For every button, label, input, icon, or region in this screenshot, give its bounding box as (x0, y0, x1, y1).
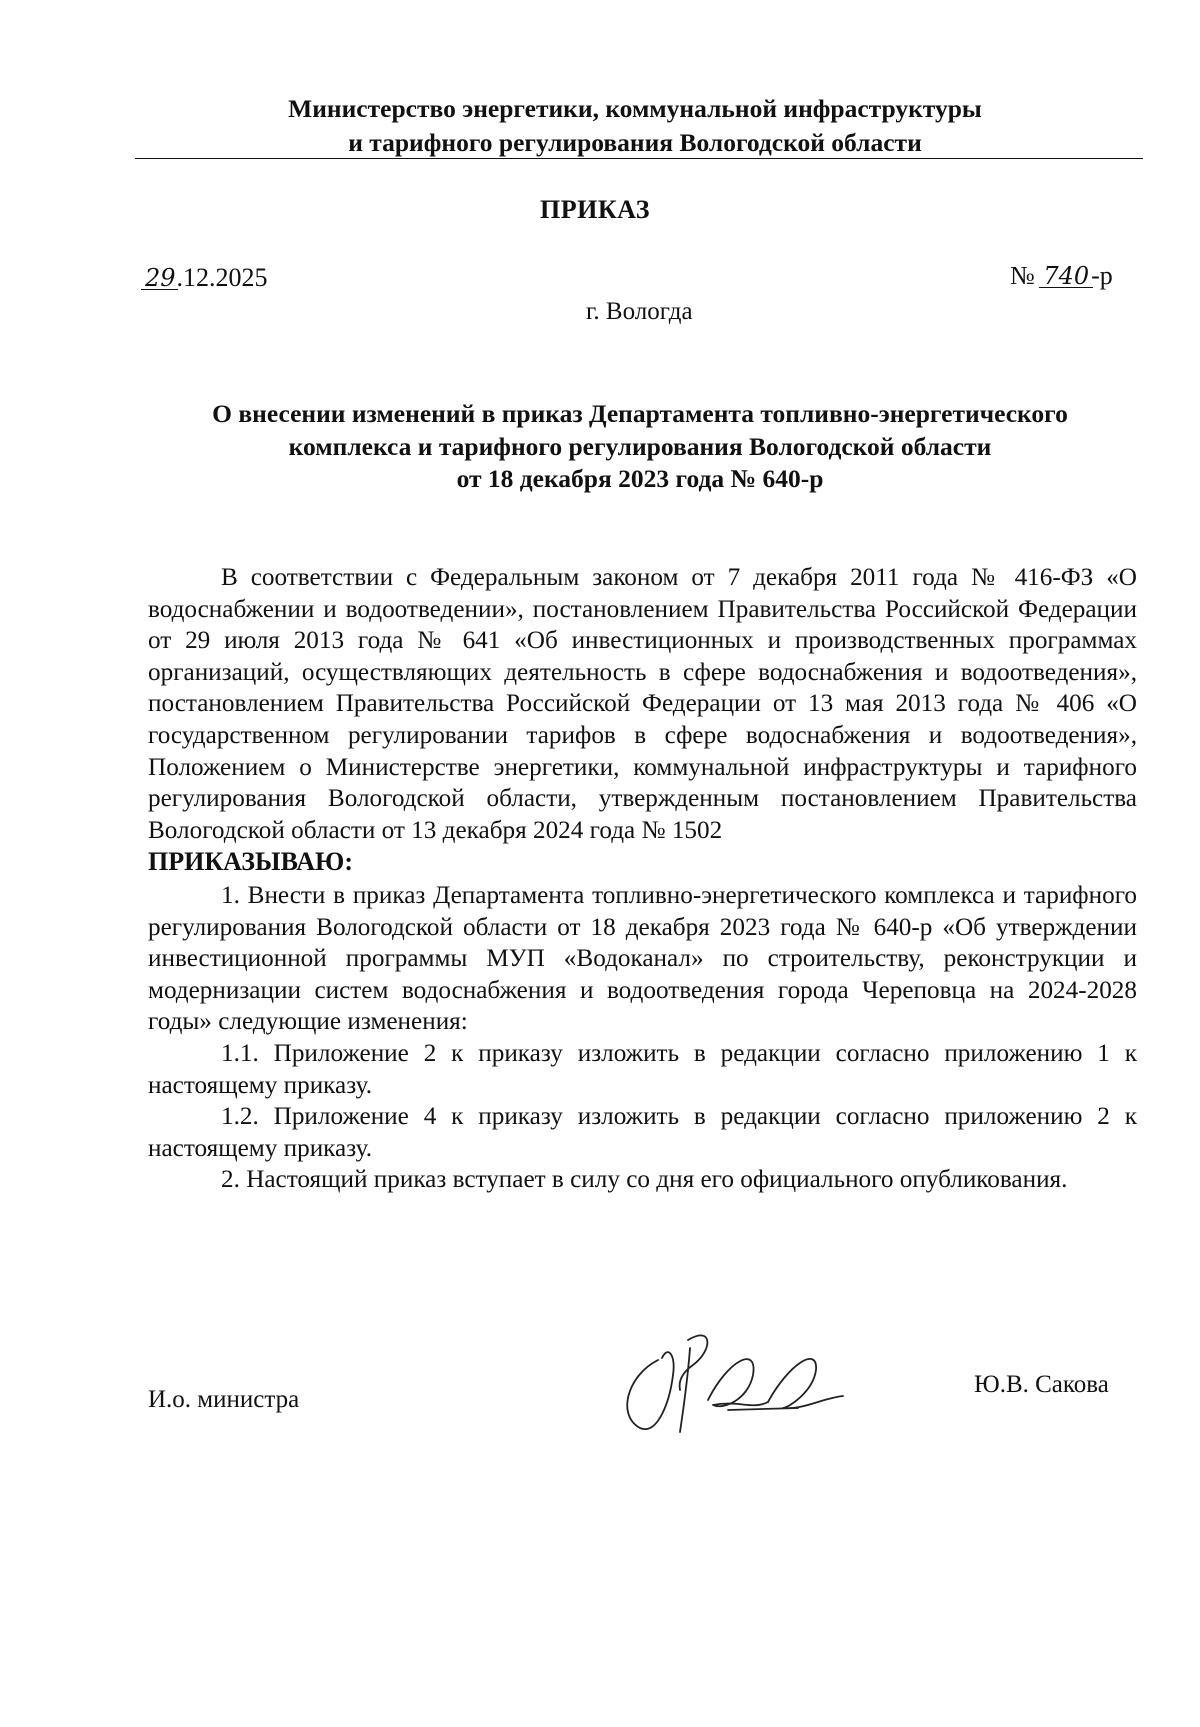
ministry-header-line2: и тарифного регулирования Вологодской области (348, 128, 922, 157)
document-date (145, 263, 268, 293)
handwritten-day: 29 (145, 264, 176, 292)
number-suffix: -р (1091, 261, 1113, 290)
ministry-header (130, 92, 1140, 160)
date-rest: .12.2025 (176, 263, 268, 292)
order-word: ПРИКАЗЫВАЮ: (148, 847, 353, 877)
signatory-name: Ю.В. Сакова (974, 1371, 1109, 1398)
ministry-header-line1: Министерство энергетики, коммунальной инфраструктуры (288, 94, 982, 123)
subject-line2: комплекса и тарифного регулирования Вологодской области (288, 431, 992, 461)
subject-line1: О внесении изменений в приказ Департамента топливно-энергетического (212, 399, 1068, 428)
preamble-paragraph: В соответствии с Федеральным законом от 7 декабря 2011 года № 416-ФЗ «О водоснабжении и водоотведении», постановлением Правительства Российской Федерации от 29 июля 2013 года № 641 «Об инвестиционных и производственных программах организаций, осуществляющих деятельность в сфере водоснабжения и водоотведения», постановлением Правительства Российской Федерации от 13 мая 2013 года № 406 «О государственном регулировании тарифов в сфере водоснабжения и водоотведения», Положением о Министерстве энергетики, коммунальной инфраструктуры и тарифного регулирования Вологодской области, утвержденным постановлением Правительства Вологодской области от 13 декабря 2024 года № 1502 (148, 564, 1137, 844)
document-number (1010, 261, 1113, 291)
handwritten-number: 740 (1043, 262, 1090, 290)
number-prefix: № (1010, 261, 1042, 290)
item-1-2: 1.2. Приложение 4 к приказу изложить в редакции согласно приложению 2 к настоящему приказу. (148, 1103, 1137, 1162)
order-body (148, 562, 1137, 1196)
subject-line3: от 18 декабря 2023 года № 640-р (456, 464, 824, 493)
item-2: 2. Настоящий приказ вступает в силу со дня его официального опубликования. (221, 1166, 1068, 1194)
header-divider (135, 158, 1143, 159)
order-subject (150, 398, 1130, 496)
city: г. Вологда (586, 298, 693, 325)
item-1: 1. Внести в приказ Департамента топливно-энергетического комплекса и тарифного регулирования Вологодской области от 18 декабря 2023 года № 640-р «Об утверждении инвестиционной программы МУП «Водоканал» по строительству, реконструкции и модернизации систем водоснабжения и водоотведения города Череповца на 2024-2028 годы» следующие изменения: (148, 881, 1137, 1036)
document-type-title: ПРИКАЗ (540, 195, 651, 224)
handwritten-signature (618, 1320, 878, 1440)
signatory-position: И.о. министра (148, 1386, 300, 1413)
item-1-1: 1.1. Приложение 2 к приказу изложить в редакции согласно приложению 1 к настоящему приказу. (148, 1039, 1137, 1099)
